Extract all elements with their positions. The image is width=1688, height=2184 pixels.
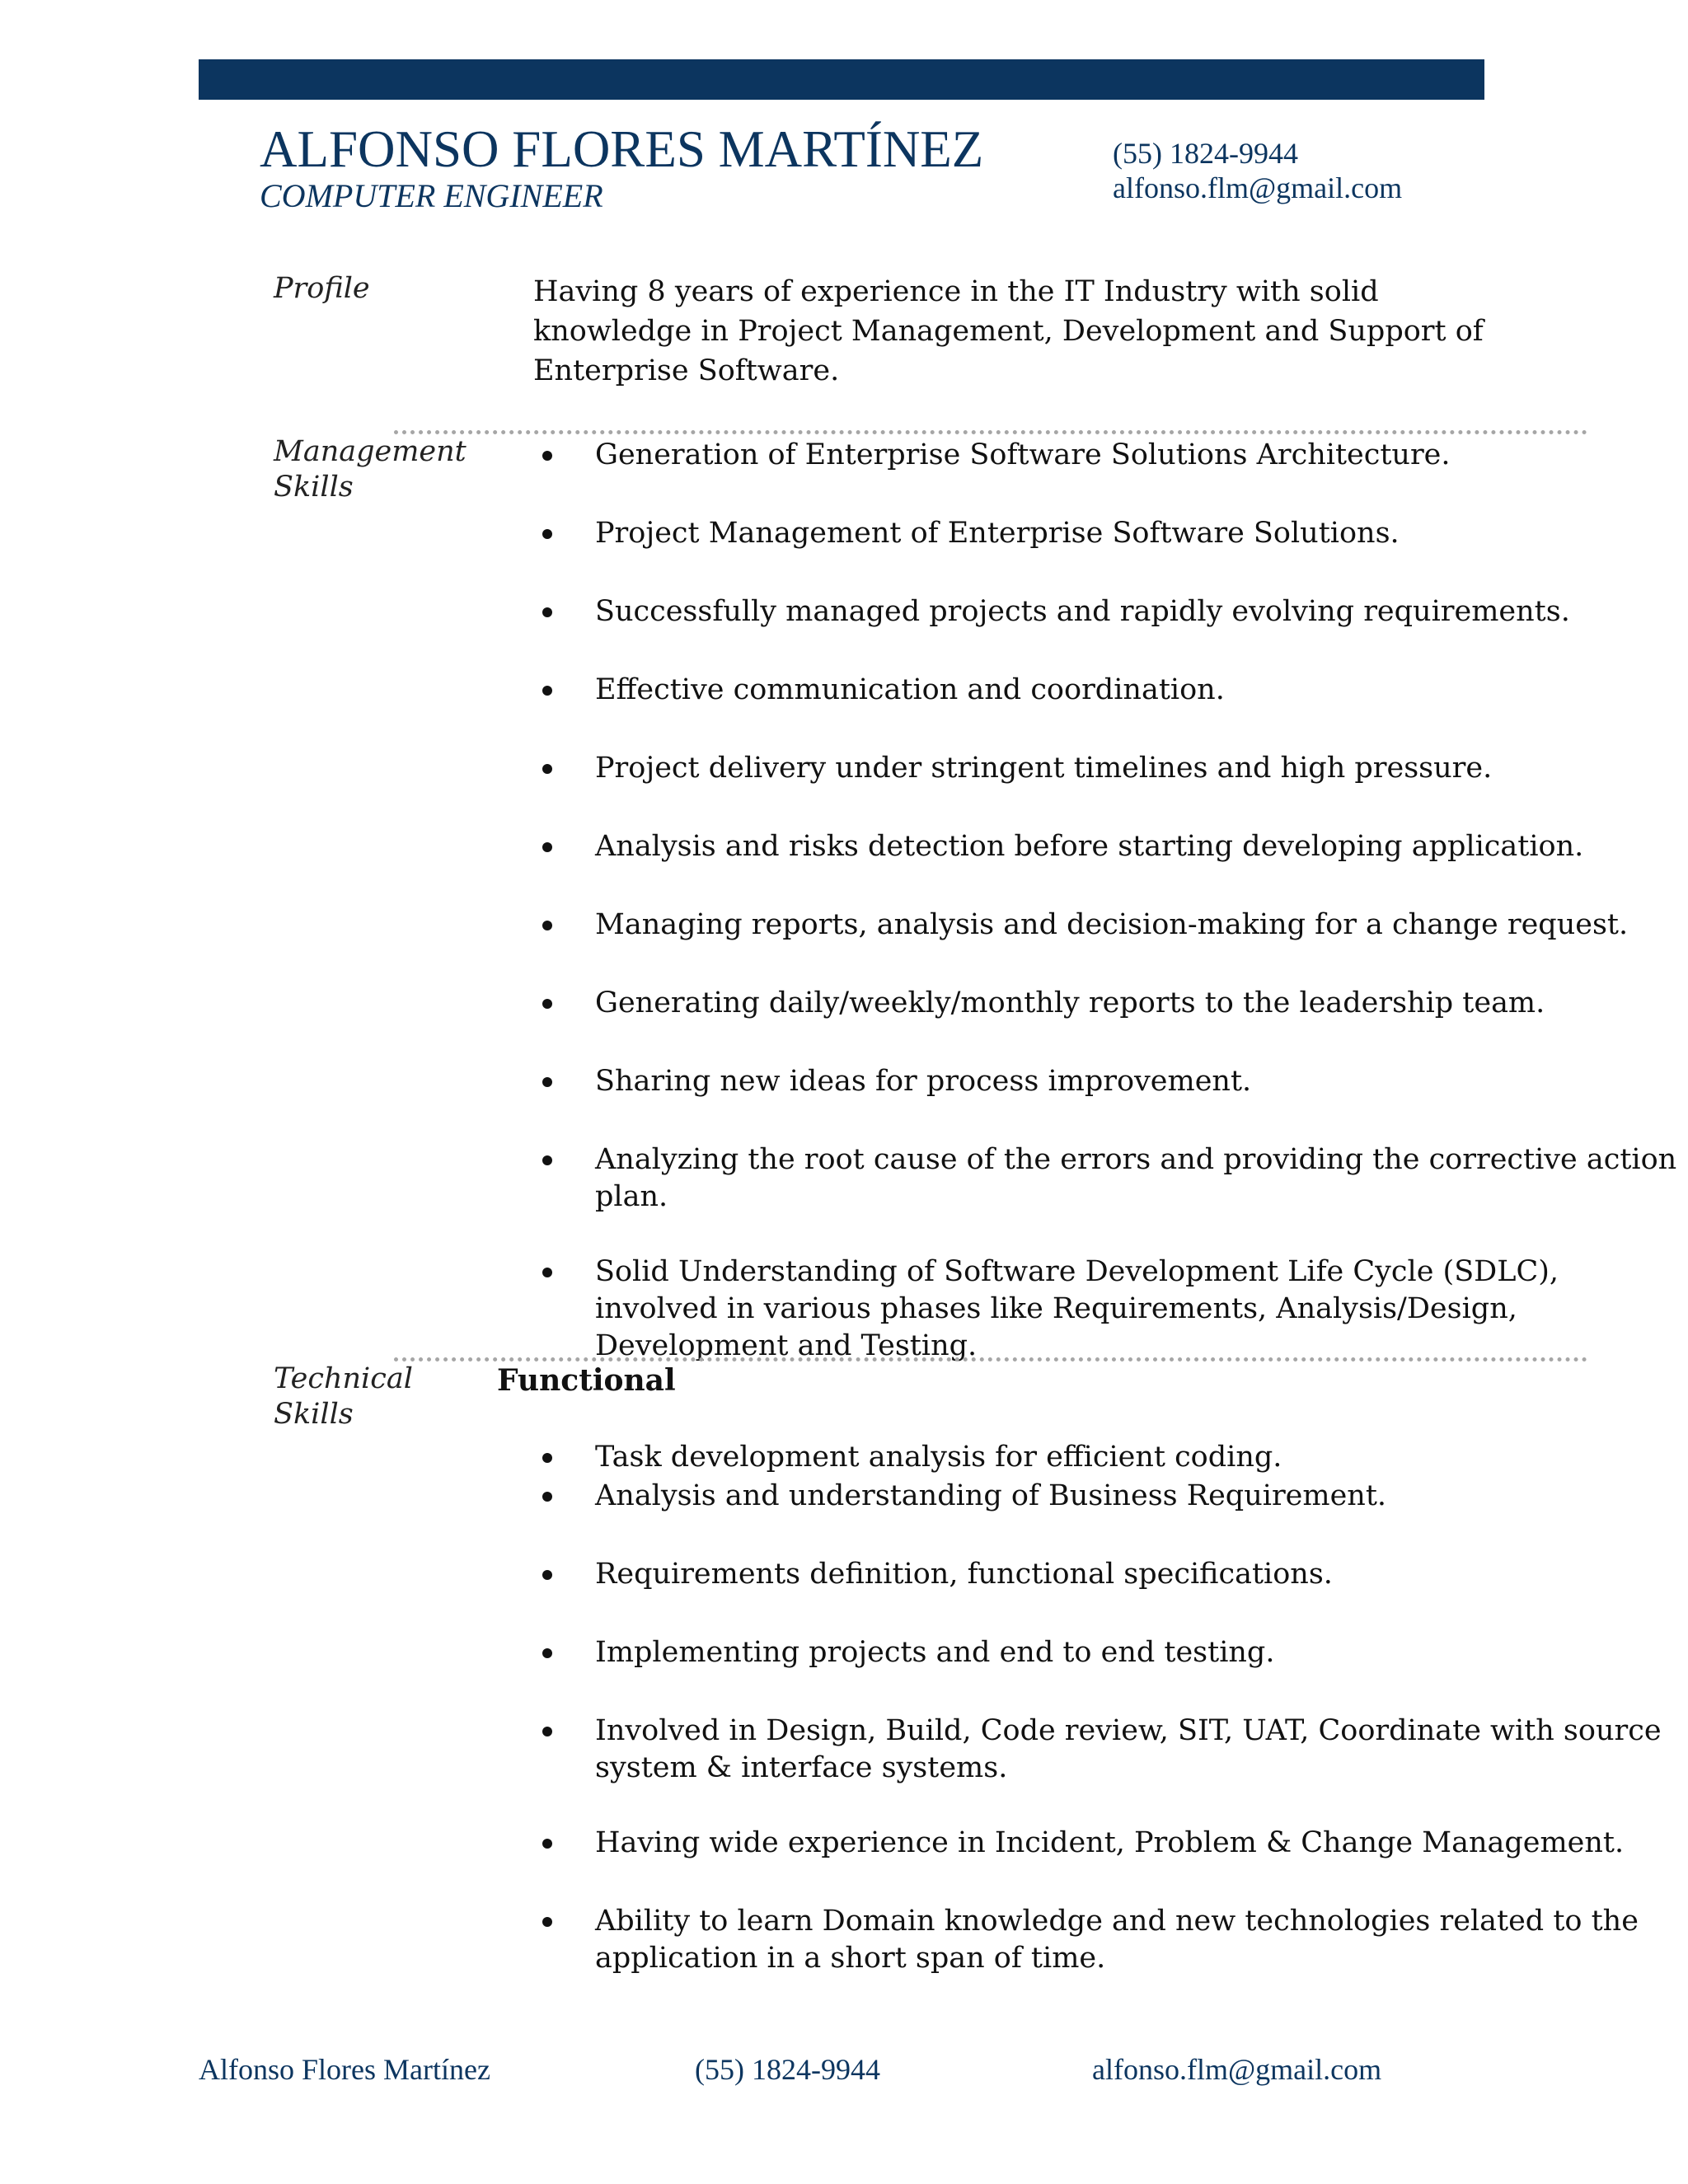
footer-phone: (55) 1824-9944 <box>695 2053 880 2086</box>
bullet-icon <box>542 529 552 539</box>
bullet-icon <box>542 1268 552 1277</box>
label-line: Technical <box>274 1362 413 1395</box>
list-item-text: Effective communication and coordination. <box>595 673 1225 706</box>
list-item-text: application in a short span of time. <box>595 1942 1106 1975</box>
label-line: Skills <box>274 1398 354 1431</box>
list-item-text: Analyzing the root cause of the errors and providing the corrective action <box>595 1143 1677 1176</box>
list-item-text: Requirements definition, functional specifications. <box>595 1558 1333 1591</box>
list-item-text: Managing reports, analysis and decision-making for a change request. <box>595 908 1629 941</box>
list-item <box>595 1478 1386 1515</box>
list-item <box>595 1063 1251 1100</box>
list-item <box>595 1825 1624 1862</box>
technical-skills-label <box>274 1361 413 1432</box>
list-item-text: Involved in Design, Build, Code review, SIT, UAT, Coordinate with source <box>595 1714 1662 1747</box>
bullet-icon <box>542 1453 552 1463</box>
list-item <box>595 1556 1333 1593</box>
list-item <box>595 1903 1639 1977</box>
bullet-icon <box>542 451 552 461</box>
list-item <box>595 828 1583 865</box>
header-phone: (55) 1824-9944 <box>1113 137 1298 170</box>
list-item-text: Solid Understanding of Software Development Life Cycle (SDLC), <box>595 1255 1559 1288</box>
list-item-text: Analysis and risks detection before starting developing application. <box>595 830 1584 863</box>
candidate-name: ALFONSO FLORES MARTÍNEZ <box>260 120 984 178</box>
list-item-text: involved in various phases like Requirements, Analysis/Design, <box>595 1292 1517 1325</box>
list-item-text: Task development analysis for efficient coding. <box>595 1441 1282 1474</box>
list-item <box>595 907 1628 944</box>
profile-text: Having 8 years of experience in the IT Industry with solid knowledge in Project Management, Development and Support of Enterprise Software. <box>533 275 1484 387</box>
footer-email[interactable]: alfonso.flm@gmail.com <box>1092 2053 1382 2086</box>
list-item-text: plan. <box>595 1180 668 1213</box>
list-item-text: Project delivery under stringent timelines and high pressure. <box>595 752 1493 785</box>
list-item-text: Successfully managed projects and rapidly evolving requirements. <box>595 595 1570 628</box>
management-skills-label <box>274 434 467 505</box>
bullet-icon <box>542 921 552 930</box>
list-item <box>595 515 1400 552</box>
bullet-icon <box>542 999 552 1009</box>
list-item <box>595 1141 1676 1216</box>
header-bar <box>199 59 1484 100</box>
bullet-icon <box>542 686 552 696</box>
bullet-icon <box>542 1648 552 1658</box>
list-item-text: Implementing projects and end to end testing. <box>595 1636 1275 1669</box>
list-item-text: Analysis and understanding of Business Requirement. <box>595 1479 1387 1512</box>
footer-name: Alfonso Flores Martínez <box>199 2053 490 2086</box>
label-line: Skills <box>274 471 354 504</box>
list-item <box>595 593 1570 630</box>
list-item-text: Development and Testing. <box>595 1329 978 1362</box>
list-item <box>595 1439 1282 1476</box>
header-email[interactable]: alfonso.flm@gmail.com <box>1113 171 1403 204</box>
functional-heading: Functional <box>497 1363 676 1398</box>
list-item <box>595 750 1492 787</box>
list-item-text: Having wide experience in Incident, Problem & Change Management. <box>595 1826 1625 1859</box>
list-item <box>595 985 1545 1022</box>
bullet-icon <box>542 1570 552 1580</box>
bullet-icon <box>542 1492 552 1502</box>
bullet-icon <box>542 842 552 852</box>
list-item-text: Generation of Enterprise Software Solutions Architecture. <box>595 438 1451 471</box>
bullet-icon <box>542 1917 552 1927</box>
list-item <box>595 1713 1662 1787</box>
list-item-text: Ability to learn Domain knowledge and new technologies related to the <box>595 1905 1639 1938</box>
section-divider <box>394 430 1587 434</box>
candidate-title: COMPUTER ENGINEER <box>260 177 603 214</box>
bullet-icon <box>542 607 552 617</box>
bullet-icon <box>542 1839 552 1849</box>
list-item <box>595 1254 1559 1365</box>
list-item <box>595 437 1451 474</box>
list-item-text: system & interface systems. <box>595 1751 1008 1784</box>
profile-label: Profile <box>274 272 370 305</box>
list-item <box>595 672 1225 709</box>
list-item-text: Project Management of Enterprise Software Solutions. <box>595 517 1400 550</box>
bullet-icon <box>542 1155 552 1165</box>
list-item-text: Generating daily/weekly/monthly reports to the leadership team. <box>595 987 1545 1019</box>
bullet-icon <box>542 1727 552 1736</box>
label-line: Management <box>274 435 467 468</box>
bullet-icon <box>542 764 552 774</box>
list-item-text: Sharing new ideas for process improvement. <box>595 1065 1252 1098</box>
section-divider <box>394 1357 1587 1361</box>
bullet-icon <box>542 1077 552 1087</box>
list-item <box>595 1634 1274 1671</box>
